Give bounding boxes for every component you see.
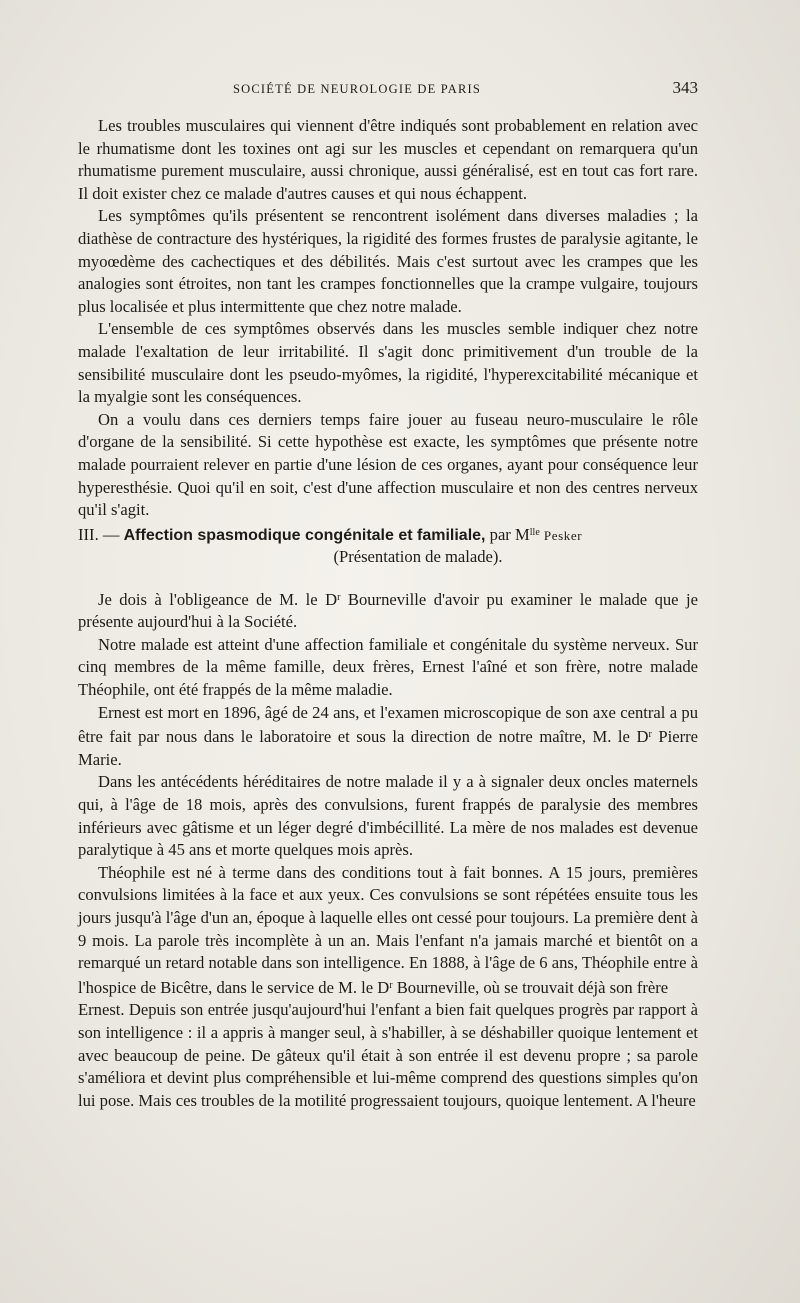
body-text (78, 115, 698, 1112)
section-heading (78, 522, 698, 567)
paragraph-7: Ernest est mort en 1896, âgé de 24 ans, et l'examen microscopique de son axe central a pu être fait par nous dans le laboratoire et sous la direction de notre maître, M. le $D^r$ Pierre Marie. (78, 702, 698, 769)
paragraph-3: L'ensemble de ces symptômes observés dans les muscles semble indiquer chez notre malade l'exaltation de leur irritabilité. Il s'agit donc primitivement d'un trouble de la sensibilité musculaire dont les pseudo-myômes, la rigidité, l'hyperexcitabilité mécanique et la myalgie sont les conséquences. (78, 319, 698, 407)
spacer (78, 567, 698, 587)
dr-sup: r (389, 979, 393, 991)
section-title: Affection spasmodique congénitale et familiale, (123, 526, 486, 544)
author-title: $M^{lle}$ (515, 524, 540, 544)
paragraph-8: Dans les antécédents héréditaires de notre malade il y a à signaler deux oncles maternels qui, à l'âge de 18 mois, après des convulsions, furent frappés de paralysie des membres inférieurs avec gâtisme et un léger degré d'imbécillité. La mère de nos malades est devenue paralytique à 45 ans et morte quelques mois après. (78, 772, 698, 860)
author-title-sup: lle (529, 526, 540, 538)
page-number: 343 (672, 78, 698, 97)
running-title: SOCIÉTÉ DE NEUROLOGIE DE PARIS (233, 82, 482, 96)
paragraph-9: Théophile est né à terme dans des conditions tout à fait bonnes. A 15 jours, premières convulsions limitées à la face et aux yeux. Ces convulsions se sont répétées ensuite tous les jours jusqu'à l'âge d'un an, époque à laquelle elles ont cessé pour toujours. La première dent à 9 mois. La parole très incomplète à un an. Mais l'enfant n'a jamais marché et bientôt on a remarqué un retard notable dans son intelligence. En 1888, à l'âge de 6 ans, Théophile entre à l'hospice de Bicêtre, dans le service de M. le $D^r$ Bourneville, où se trouvait déjà son frère (78, 862, 698, 997)
paragraph-5: Je dois à l'obligeance de M. le $D^r$ Bourneville d'avoir pu examiner le malade que je présente aujourd'hui à la Société. (78, 589, 698, 632)
paragraph-4: On a voulu dans ces derniers temps faire jouer au fuseau neuro-musculaire le rôle d'organe de la sensibilité. Si cette hypothèse est exacte, les symptômes que présente notre malade pourraient relever en partie d'une lésion de ces organes, ayant pour conséquence leur hyperesthésie. Quoi qu'il en soit, c'est d'une affection musculaire et non des centres nerveux qu'il s'agit. (78, 409, 698, 520)
dr-sup: r (648, 729, 652, 741)
paragraph-1: Les troubles musculaires qui viennent d'être indiqués sont probablement en relation avec le rhumatisme dont les toxines ont agi sur les muscles et cependant on remarquera qu'un rhumatisme purement musculaire, aussi chronique, aussi généralisé, est en tout cas fort rare. Il doit exister chez ce malade d'autres causes et qui nous échappent. (78, 116, 698, 203)
dr-sup: r (337, 591, 341, 603)
author-name: Pesker (543, 527, 583, 543)
paragraph-6: Notre malade est atteint d'une affection familiale et congénitale du système nerveux. Sur cinq membres de la même famille, deux frères, Ernest l'aîné et son frère, notre malade Théophile, ont été frappés de la même maladie. (78, 634, 698, 700)
section-by: par (489, 524, 511, 544)
section-subtitle: (Présentation de malade). (333, 546, 503, 566)
section-number: III. — (78, 524, 120, 544)
paragraph-2: Les symptômes qu'ils présentent se rencontrent isolément dans diverses maladies ; la diathèse de contracture des hystériques, la rigidité des formes frustes de paralysie agitante, le myoœdème des cachectiques et des débilités. Mais c'est surtout avec les crampes que les analogies sont étroites, non tant les crampes fonctionnelles que la crampe vulgaire, toujours plus localisée et plus intermittente que chez notre malade. (78, 206, 698, 316)
paragraph-9-continued: Ernest. Depuis son entrée jusqu'aujourd'hui l'enfant a bien fait quelques progrès par rapport à son intelligence : il a appris à manger seul, à s'habiller, à se déshabiller quoique lentement et avec beaucoup de peine. De gâteux qu'il était à son entrée il est devenu propre ; sa parole s'améliora et devint plus compréhensible et lui-même comprend des questions simples qu'on lui pose. Mais ces troubles de la motilité progressaient toujours, quoique lentement. A l'heure (78, 1000, 698, 1110)
running-head (78, 78, 698, 100)
